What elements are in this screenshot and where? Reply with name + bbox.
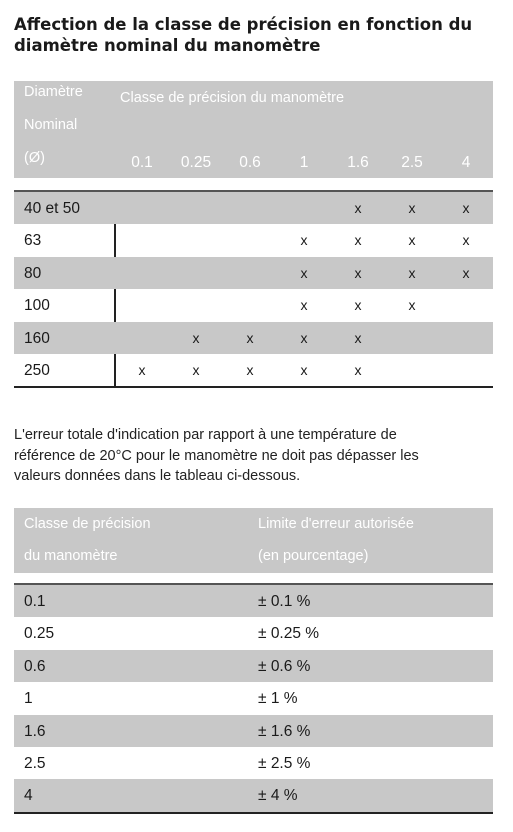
diameter-cell: 40 et 50 (24, 200, 81, 217)
class-mark-cell: x (462, 200, 470, 216)
class-mark-cell: x (300, 361, 308, 378)
precision-table-body (14, 192, 493, 386)
table-row (14, 585, 493, 617)
error-limit-cell: ± 0.1 % (258, 593, 311, 610)
class-mark-cell: x (192, 329, 200, 346)
class-mark-cell: x (462, 264, 470, 281)
precision-class-cell: 1.6 (24, 722, 46, 740)
error-limit-table (14, 508, 493, 814)
class-mark-cell: x (192, 361, 200, 378)
table-bottom-rule (14, 386, 493, 388)
error-limit-cell: ± 2.5 % (258, 754, 311, 772)
class-header-1: 1 (299, 154, 309, 171)
class-header-1-6: 1.6 (347, 154, 369, 171)
class-mark-cell: x (408, 200, 416, 216)
class-mark-cell: x (354, 361, 362, 378)
class-mark-cell: x (300, 264, 308, 281)
table-row (14, 192, 493, 224)
class-mark-cell: x (138, 361, 146, 378)
diameter-header-line-1: Diamètre (24, 84, 83, 100)
class-header-0-1: 0.1 (131, 154, 153, 171)
table-row (14, 224, 493, 256)
error-limit-cell: ± 4 % (258, 787, 298, 805)
description-line-1: L'erreur totale d'indication par rapport à une température de (14, 427, 397, 443)
error-limit-cell: ± 1 % (258, 690, 298, 708)
precision-table-header (14, 81, 493, 178)
diameter-cell: 80 (24, 264, 42, 282)
class-mark-cell: x (354, 329, 362, 346)
class-mark-cell: x (408, 232, 416, 249)
diameter-cell: 250 (24, 361, 50, 379)
precision-class-cell: 2.5 (24, 754, 46, 772)
diameter-header-line-3: (Ø) (24, 150, 45, 166)
diameter-cell: 160 (24, 329, 50, 347)
class-mark-cell: x (300, 232, 308, 249)
table-row (14, 354, 493, 386)
class-col-header-line-2: du manomètre (24, 548, 118, 564)
page-title (14, 14, 504, 56)
class-header-4: 4 (461, 154, 471, 171)
table-row (14, 779, 493, 811)
precision-class-cell: 0.1 (24, 593, 46, 610)
class-mark-cell: x (408, 297, 416, 314)
class-mark-cell: x (300, 329, 308, 346)
class-col-header-line-1: Classe de précision (24, 516, 151, 532)
table-row (14, 617, 493, 649)
table-row (14, 747, 493, 779)
title-line-2: diamètre nominal du manomètre (14, 36, 321, 55)
table-bottom-rule (14, 812, 493, 814)
error-description (14, 425, 498, 487)
header-separator (14, 178, 493, 192)
class-mark-cell: x (354, 297, 362, 314)
error-limit-cell: ± 0.6 % (258, 657, 311, 675)
class-header-0-6: 0.6 (239, 154, 261, 171)
class-header-0-25: 0.25 (180, 154, 212, 171)
error-limit-cell: ± 0.25 % (258, 625, 320, 643)
precision-class-table (14, 81, 493, 388)
class-mark-cell: x (408, 264, 416, 281)
error-table-header (14, 508, 493, 573)
title-line-1: Affection de la classe de précision en fonction du (14, 15, 473, 34)
table-row (14, 289, 493, 321)
error-limit-cell: ± 1.6 % (258, 722, 311, 740)
class-mark-cell: x (462, 232, 470, 249)
table-row (14, 682, 493, 714)
precision-class-cell: 4 (24, 787, 33, 805)
table-row (14, 650, 493, 682)
table-row (14, 715, 493, 747)
diameter-cell: 100 (24, 297, 50, 315)
class-mark-cell: x (246, 329, 254, 346)
diameter-cell: 63 (24, 232, 42, 250)
table-row (14, 257, 493, 289)
precision-class-cell: 1 (24, 690, 33, 708)
precision-class-cell: 0.25 (24, 625, 55, 643)
class-mark-cell: x (246, 361, 254, 378)
class-mark-cell: x (354, 232, 362, 249)
limit-col-header-line-2: (en pourcentage) (258, 548, 369, 564)
diameter-header-line-2: Nominal (24, 117, 78, 133)
header-separator (14, 573, 493, 585)
description-line-2: référence de 20°C pour le manomètre ne doit pas dépasser les (14, 447, 419, 464)
class-mark-cell: x (300, 297, 308, 314)
table-row (14, 322, 493, 354)
class-caption: Classe de précision du manomètre (120, 90, 345, 106)
class-header-2-5: 2.5 (401, 154, 423, 171)
class-mark-cell: x (354, 264, 362, 281)
limit-col-header-line-1: Limite d'erreur autorisée (258, 516, 414, 532)
description-line-3: valeurs données dans le tableau ci-dessous. (14, 468, 301, 484)
precision-class-cell: 0.6 (24, 657, 46, 675)
class-mark-cell: x (354, 200, 362, 216)
